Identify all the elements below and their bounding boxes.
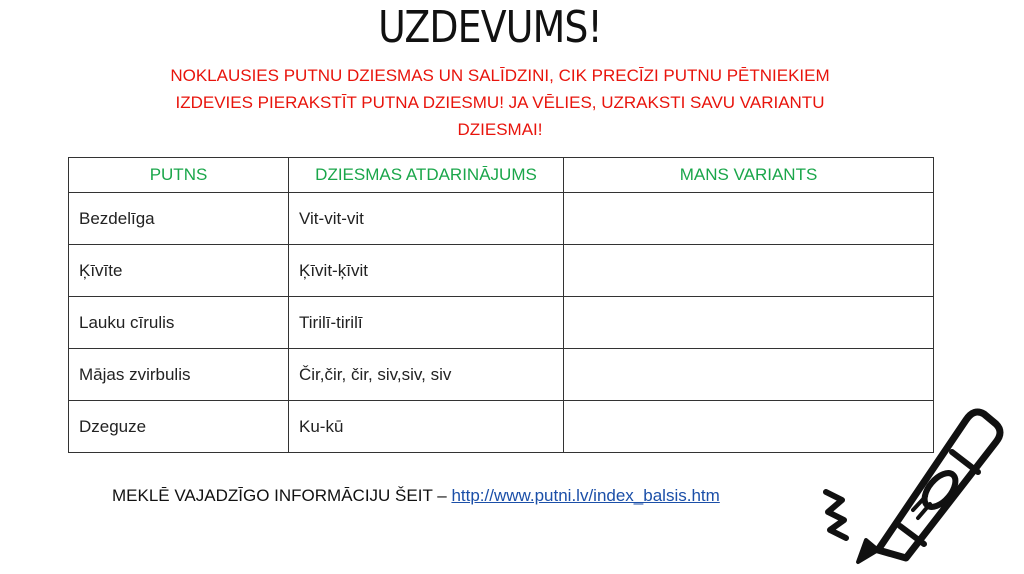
my-variant-cell[interactable] xyxy=(564,297,934,349)
table-row xyxy=(69,245,934,297)
page-title: UZDEVUMS! xyxy=(378,2,602,53)
table-row xyxy=(69,349,934,401)
bird-name-cell: Lauku cīrulis xyxy=(69,297,289,349)
song-cell: Čir,čir, čir, siv,siv, siv xyxy=(289,349,564,401)
instruction-line-3: DZIESMAI! xyxy=(457,120,543,139)
header-dziesmas: DZIESMAS ATDARINĀJUMS xyxy=(289,158,564,193)
bird-song-table xyxy=(68,157,934,453)
song-cell: Ķīvit-ķīvit xyxy=(289,245,564,297)
song-cell: Vit-vit-vit xyxy=(289,193,564,245)
my-variant-cell[interactable] xyxy=(564,245,934,297)
source-link[interactable]: http://www.putni.lv/index_balsis.htm xyxy=(451,486,720,505)
song-cell: Tirilī-tirilī xyxy=(289,297,564,349)
header-mans-variants: MANS VARIANTS xyxy=(564,158,934,193)
info-footer xyxy=(112,486,720,506)
instruction-text xyxy=(140,62,860,143)
table-row xyxy=(69,193,934,245)
instruction-line-1: NOKLAUSIES PUTNU DZIESMAS UN SALĪDZINI, CIK PRECĪZI PUTNU PĒTNIEKIEM xyxy=(170,66,830,85)
bird-name-cell: Mājas zvirbulis xyxy=(69,349,289,401)
table-header-row xyxy=(69,158,934,193)
my-variant-cell[interactable] xyxy=(564,349,934,401)
footer-text: MEKLĒ VAJADZĪGO INFORMĀCIJU ŠEIT – xyxy=(112,486,452,505)
table-row xyxy=(69,297,934,349)
table-row xyxy=(69,401,934,453)
bird-name-cell: Bezdelīga xyxy=(69,193,289,245)
bird-name-cell: Ķīvīte xyxy=(69,245,289,297)
my-variant-cell[interactable] xyxy=(564,193,934,245)
header-putns: PUTNS xyxy=(69,158,289,193)
instruction-line-2: IZDEVIES PIERAKSTĪT PUTNA DZIESMU! JA VĒLIES, UZRAKSTI SAVU VARIANTU xyxy=(175,93,825,112)
crayon-icon xyxy=(818,400,1004,566)
bird-name-cell: Dzeguze xyxy=(69,401,289,453)
song-cell: Ku-kū xyxy=(289,401,564,453)
